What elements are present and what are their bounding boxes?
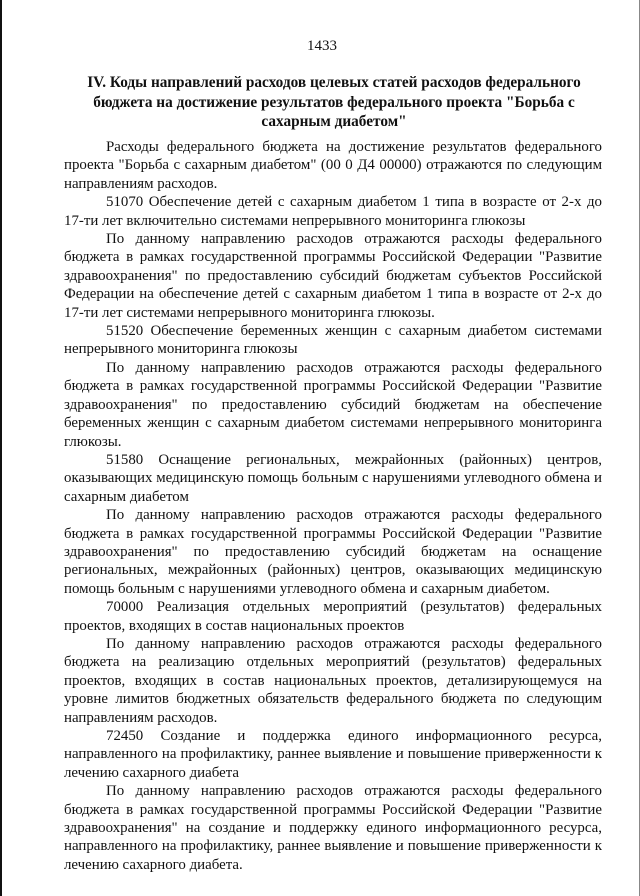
paragraph-description: По данному направлению расходов отражаются расходы федерального бюджета в рамках государственной программы Российской Федерации "Развитие здравоохранения" по предоставлению субсидий бюджетам на оснащение региональных, межрайонных (районных) центров, оказывающих медицинскую помощь больным с нарушениями углеводного обмена и сахарным диабетом. bbox=[64, 507, 602, 597]
paragraph-code-51580: 51580 Оснащение региональных, межрайонных (районных) центров, оказывающих медицинскую помощь больным с нарушениями углеводного обмена и сахарным диабетом bbox=[64, 451, 602, 505]
paragraph-code-72450: 72450 Создание и поддержка единого информационного ресурса, направленного на профилактику, раннее выявление и повышение приверженности к лечению сахарного диабета bbox=[64, 728, 602, 781]
paragraph-code-51070: 51070 Обеспечение детей с сахарным диабетом 1 типа в возрасте от 2-х до 17-ти лет включительно системами непрерывного мониторинга глюкозы bbox=[64, 194, 602, 229]
paragraph-code-70000: 70000 Реализация отдельных мероприятий (результатов) федеральных проектов, входящих в состав национальных проектов bbox=[64, 599, 602, 634]
paragraph-description: По данному направлению расходов отражаются расходы федерального бюджета в рамках государственной программы Российской Федерации "Развитие здравоохранения" на создание и поддержку единого информационного ресурса, направленного на профилактику, раннее выявление и повышение приверженности к лечению сахарного диабета. bbox=[64, 783, 602, 873]
page-number: 1433 bbox=[307, 38, 337, 54]
paragraph-description: По данному направлению расходов отражаются расходы федерального бюджета на реализацию отдельных мероприятий (результатов) федеральных проектов, входящих в состав национальных проектов, детализирующемуся на уровне лимитов бюджетных обязательств федерального бюджета по следующим направлениям расходов. bbox=[64, 635, 602, 726]
paragraph-intro: Расходы федерального бюджета на достижение результатов федерального проекта "Борьба с сахарным диабетом" (00 0 Д4 00000) отражаются по следующим направлениям расходов. bbox=[64, 139, 602, 192]
paragraph-code-51520: 51520 Обеспечение беременных женщин с сахарным диабетом системами непрерывного мониторинга глюкозы bbox=[64, 323, 602, 358]
paragraph-description: По данному направлению расходов отражаются расходы федерального бюджета в рамках государственной программы Российской Федерации "Развитие здравоохранения" по предоставлению субсидий бюджетам на обеспечение беременных женщин с сахарным диабетом системами непрерывного мониторинга глюкозы. bbox=[64, 359, 602, 450]
document-body bbox=[64, 138, 602, 874]
section-title: IV. Коды направлений расходов целевых статей расходов федерального бюджета на достижение результатов федерального проекта "Борьба с сахарным диабетом" bbox=[87, 74, 581, 130]
paragraph-description: По данному направлению расходов отражаются расходы федерального бюджета в рамках государственной программы Российской Федерации "Развитие здравоохранения" по предоставлению субсидий бюджетам субъектов Российской Федерации на обеспечение детей с сахарным диабетом 1 типа в возрасте от 2-х до 17-ти лет системами непрерывного мониторинга глюкозы. bbox=[64, 231, 602, 321]
